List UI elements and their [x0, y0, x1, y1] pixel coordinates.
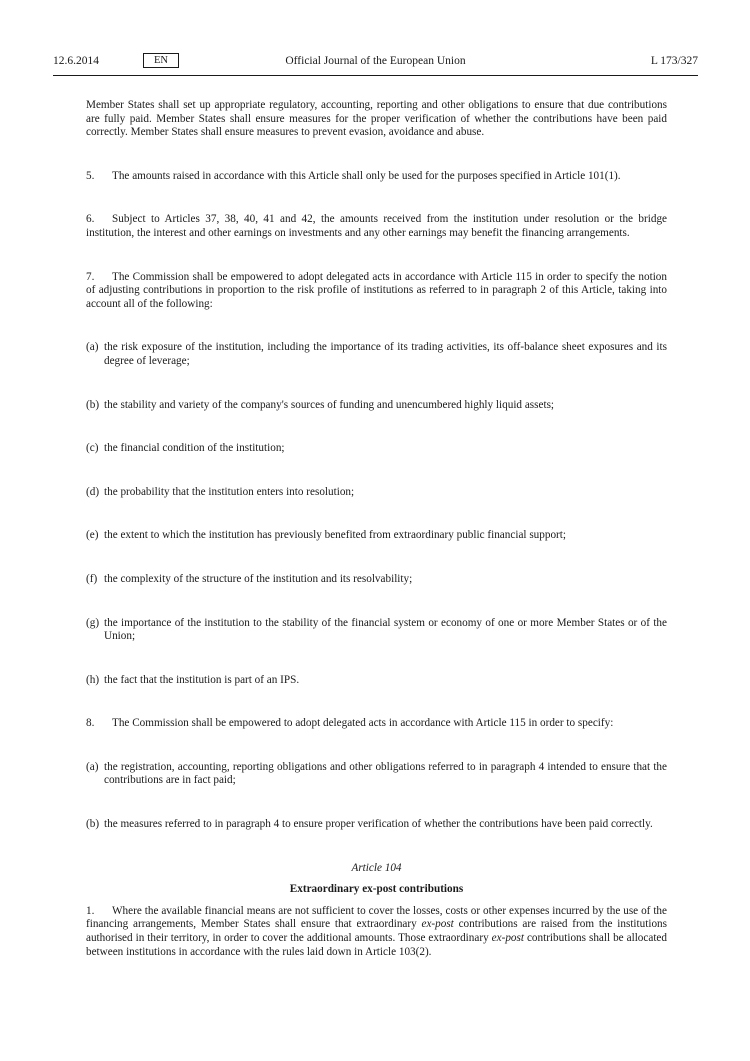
list-item-label: (c): [86, 442, 99, 455]
paragraph-text: The amounts raised in accordance with this Article shall only be used for the purposes specified in Article 101(1).: [112, 169, 621, 182]
list-item-label: (e): [86, 529, 99, 542]
page-reference: L 173/327: [650, 55, 698, 67]
list-item-text: the extent to which the institution has previously benefited from extraordinary public financial support;: [104, 529, 566, 542]
paragraph-number: 8.: [86, 717, 95, 730]
list-item: [86, 617, 667, 644]
paragraph-text-part: contributions are raised from the institutions authorised in their territory, in order to cover the additional amounts. Those extraordinary: [86, 918, 667, 945]
paragraph-7: [86, 271, 667, 312]
paragraph-number: 7.: [86, 270, 95, 283]
list-item-label: (a): [86, 341, 99, 354]
paragraph-5: [86, 170, 667, 184]
paragraph-text-part: Where the available financial means are not sufficient to cover the losses, costs or other expenses incurred by the use of the financing arrangements, Member States shall ensure that extraordinary: [86, 904, 667, 931]
article-paragraph-1: [86, 905, 667, 959]
paragraph-6: [86, 213, 667, 240]
paragraph-text-part: contributions shall be allocated between institutions in accordance with the rules laid down in Article 103(2).: [86, 932, 667, 958]
list-item-label: (g): [86, 616, 100, 629]
italic-term: ex-post: [421, 918, 454, 931]
list-item: [86, 486, 667, 500]
list-item: [86, 442, 667, 456]
list-item-text: the complexity of the structure of the institution and its resolvability;: [104, 572, 413, 585]
list-item-label: (d): [86, 485, 100, 498]
list-item: [86, 761, 667, 788]
paragraph-text: Subject to Articles 37, 38, 40, 41 and 42, the amounts received from the institution under resolution or the bridge institution, the interest and other earnings on investments and any other earnings may benefit the financing arrangements.: [86, 213, 667, 239]
paragraph-text: The Commission shall be empowered to adopt delegated acts in accordance with Article 115 in order to specify the notion of adjusting contributions in proportion to the risk profile of institutions as referred to in paragraph 2 of this Article, taking into account all of the following:: [86, 270, 667, 310]
list-item-text: the fact that the institution is part of an IPS.: [104, 673, 300, 686]
paragraph-number: 6.: [86, 213, 95, 226]
list-item: [86, 674, 667, 688]
article-title: Extraordinary ex-post contributions: [289, 883, 464, 896]
intro-paragraph: Member States shall set up appropriate regulatory, accounting, reporting and other obligations to ensure that due contributions are fully paid. Member States shall ensure measures for the proper verification of whether the contributions have been paid correctly. Member States shall ensure measures to prevent evasion, avoidance and abuse.: [86, 99, 667, 139]
list-item-label: (b): [86, 398, 100, 411]
paragraph-text: The Commission shall be empowered to adopt delegated acts in accordance with Article 115 in order to specify:: [112, 717, 614, 730]
list-item-text: the importance of the institution to the stability of the financial system or economy of one or more Member States or of the Union;: [104, 616, 667, 643]
list-item: [86, 818, 667, 832]
paragraph-8: [86, 717, 667, 731]
list-item-text: the financial condition of the institution;: [104, 442, 285, 455]
paragraph-number: 1.: [86, 904, 95, 917]
list-item-text: the measures referred to in paragraph 4 to ensure proper verification of whether the contributions have been paid correctly.: [104, 818, 653, 831]
publication-date: 12.6.2014: [53, 55, 99, 67]
list-item: [86, 573, 667, 587]
list-item-text: the risk exposure of the institution, including the importance of its trading activities, its off-balance sheet exposures and its degree of leverage;: [104, 341, 667, 367]
language-badge: EN: [143, 53, 179, 68]
list-item-label: (f): [86, 572, 98, 585]
list-item-text: the probability that the institution enters into resolution;: [104, 485, 355, 498]
list-item-text: the registration, accounting, reporting obligations and other obligations referred to in paragraph 4 intended to ensure that the contributions are in fact paid;: [104, 760, 667, 787]
list-item: [86, 341, 667, 368]
article-number: Article 104: [351, 861, 402, 874]
paragraph-number: 5.: [86, 169, 95, 182]
italic-term: ex-post: [491, 932, 524, 945]
list-item-label: (b): [86, 818, 100, 831]
document-body: [86, 99, 667, 959]
list-item-label: (h): [86, 673, 100, 686]
list-item-text: the stability and variety of the company's sources of funding and unencumbered highly liquid assets;: [104, 398, 555, 411]
list-item-label: (a): [86, 760, 99, 773]
list-item: [86, 529, 667, 543]
journal-header: [53, 53, 698, 76]
list-item: [86, 399, 667, 413]
journal-title: Official Journal of the European Union: [285, 55, 466, 67]
